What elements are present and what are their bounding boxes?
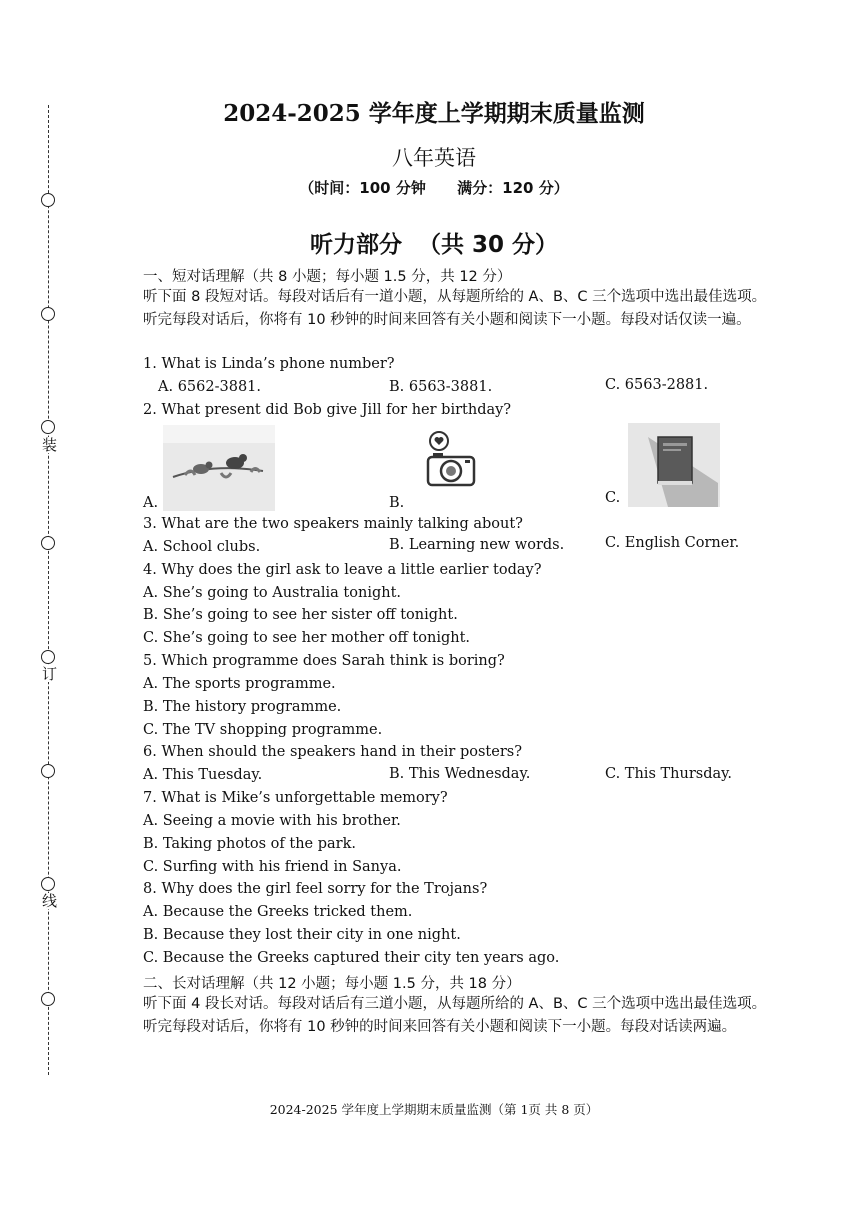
- book-picture: [628, 423, 720, 507]
- question-5-option-c: C. The TV shopping programme.: [143, 722, 383, 738]
- question-1-option-a: A. 6562-3881.: [158, 379, 262, 395]
- question-2-option-b: B.: [389, 495, 405, 511]
- question-1-stem: 1. What is Linda’s phone number?: [143, 356, 395, 372]
- question-1-option-c: C. 6563-2881.: [605, 377, 709, 393]
- question-8-option-c: C. Because the Greeks captured their city ten years ago.: [143, 950, 560, 966]
- question-8-option-b: B. Because they lost their city in one night.: [143, 927, 461, 943]
- margin-char-zhuang: 装: [42, 436, 58, 454]
- question-4-option-c: C. She’s going to see her mother off tonight.: [143, 630, 471, 646]
- part2-heading: 二、长对话理解（共 12 小题；每小题 1.5 分，共 18 分）: [143, 976, 521, 992]
- camera-icon: [425, 430, 477, 488]
- question-5-stem: 5. Which programme does Sarah think is boring?: [143, 653, 505, 669]
- question-8-option-a: A. Because the Greeks tricked them.: [143, 904, 413, 920]
- question-3-stem: 3. What are the two speakers mainly talking about?: [143, 516, 523, 532]
- question-4-option-a: A. She’s going to Australia tonight.: [143, 585, 402, 601]
- question-7-option-c: C. Surfing with his friend in Sanya.: [143, 859, 402, 875]
- question-4-stem: 4. Why does the girl ask to leave a little earlier today?: [143, 562, 542, 578]
- binding-hole: [41, 992, 55, 1006]
- binding-hole: [41, 307, 55, 321]
- question-6-option-c: C. This Thursday.: [605, 766, 733, 782]
- part1-instruction: 听下面 8 段短对话。每段对话后有一道小题，从每题所给的 A、B、C 三个选项中选出最佳选项。听完每段对话后，你将有 10 秒钟的时间来回答有关小题和阅读下一小题。每段对话仅读一遍。: [143, 289, 767, 328]
- question-3-option-c: C. English Corner.: [605, 535, 740, 551]
- section-title: 听力部分 （共 30 分）: [309, 232, 559, 258]
- binding-hole: [41, 650, 55, 664]
- question-5-option-b: B. The history programme.: [143, 699, 342, 715]
- part2-instruction: 听下面 4 段长对话。每段对话后有三道小题，从每题所给的 A、B、C 三个选项中选出最佳选项。听完每段对话后，你将有 10 秒钟的时间来回答有关小题和阅读下一小题。每段对话读两遍。: [143, 996, 767, 1035]
- binding-hole: [41, 536, 55, 550]
- question-2-stem: 2. What present did Bob give Jill for her birthday?: [143, 402, 512, 418]
- exam-time-info: （时间：100 分钟 满分：120 分）: [299, 179, 569, 197]
- question-3-option-a: A. School clubs.: [143, 539, 261, 555]
- question-4-option-b: B. She’s going to see her sister off tonight.: [143, 607, 458, 623]
- question-2-option-c: C.: [605, 490, 621, 506]
- margin-char-xian: 线: [42, 892, 58, 910]
- question-1-option-b: B. 6563-3881.: [389, 379, 493, 395]
- exam-title: 2024-2025 学年度上学期期末质量监测: [223, 100, 645, 127]
- question-7-option-a: A. Seeing a movie with his brother.: [143, 813, 401, 829]
- exam-subtitle: 八年英语: [392, 146, 476, 170]
- page-footer: 2024-2025 学年度上学期期末质量监测（第 1页 共 8 页）: [269, 1102, 599, 1117]
- question-5-option-a: A. The sports programme.: [143, 676, 336, 692]
- binding-hole: [41, 877, 55, 891]
- question-2-option-a: A.: [143, 495, 159, 511]
- question-8-stem: 8. Why does the girl feel sorry for the Trojans?: [143, 881, 488, 897]
- question-7-option-b: B. Taking photos of the park.: [143, 836, 356, 852]
- binding-hole: [41, 764, 55, 778]
- bookmark-picture: [163, 425, 275, 511]
- question-7-stem: 7. What is Mike’s unforgettable memory?: [143, 790, 448, 806]
- binding-hole: [41, 420, 55, 434]
- part1-heading: 一、短对话理解（共 8 小题；每小题 1.5 分，共 12 分）: [143, 269, 512, 285]
- question-6-option-a: A. This Tuesday.: [143, 767, 263, 783]
- question-6-option-b: B. This Wednesday.: [389, 766, 531, 782]
- question-6-stem: 6. When should the speakers hand in their posters?: [143, 744, 522, 760]
- margin-char-ding: 订: [42, 665, 58, 683]
- question-3-option-b: B. Learning new words.: [389, 537, 565, 553]
